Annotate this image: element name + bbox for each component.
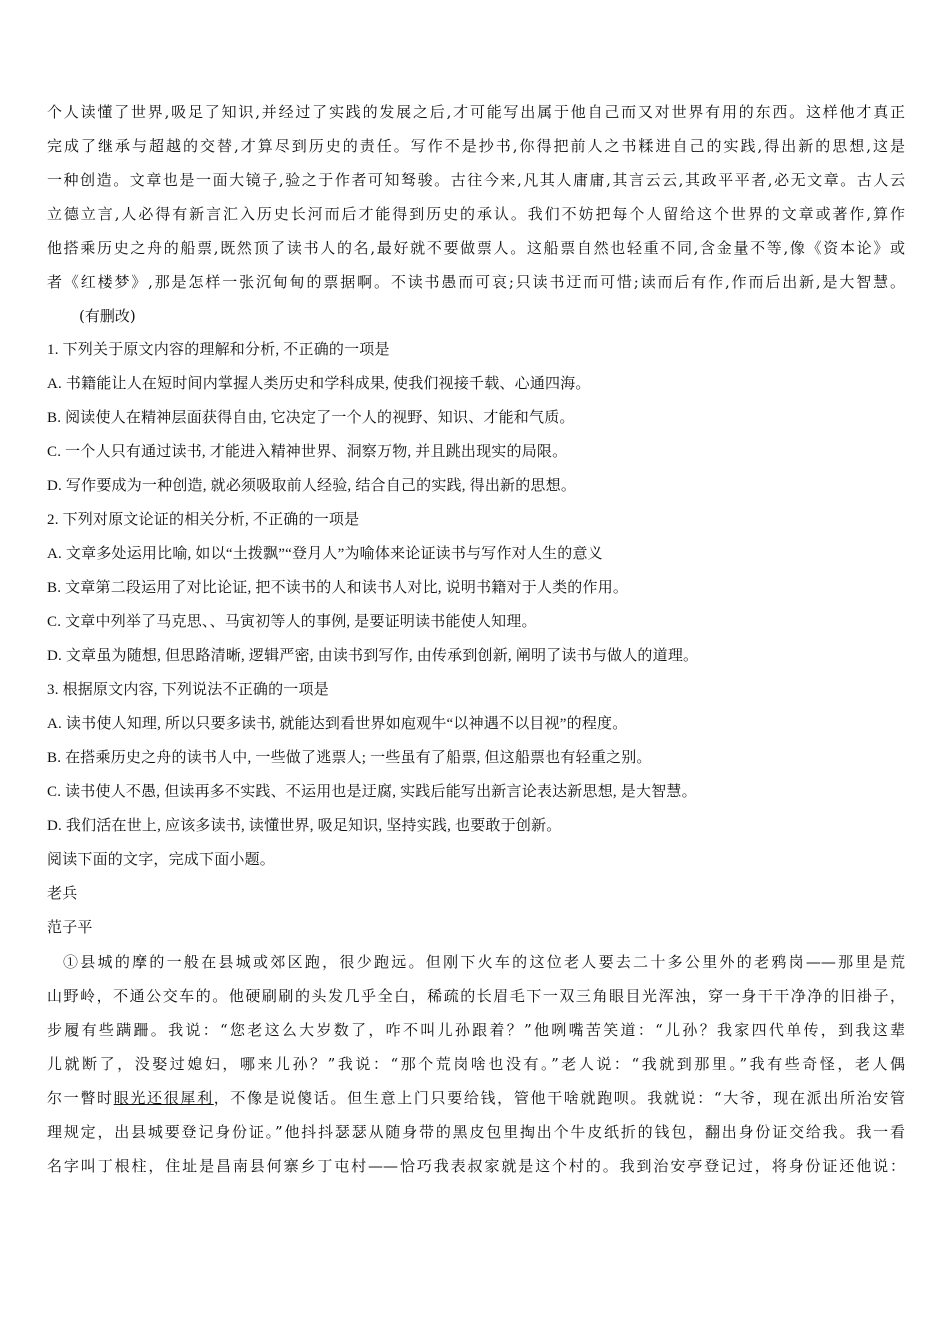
- option-c: C. 文章中列举了马克思、、马寅初等人的事例, 是要证明读书能使人知理。: [47, 614, 537, 630]
- question-stem: 3. 根据原文内容, 下列说法不正确的一项是: [47, 682, 329, 698]
- document-page: [47, 95, 905, 1183]
- story-title: 老兵: [47, 886, 78, 902]
- story-author: 范子平: [47, 920, 93, 936]
- underlined-phrase: 眼光还很犀利: [113, 1089, 214, 1107]
- question-3: [47, 673, 905, 843]
- reading-instruction: 阅读下面的文字，完成下面小题。: [47, 852, 276, 868]
- option-d: D. 我们活在世上, 应该多读书, 读懂世界, 吸足知识, 坚持实践, 也要敢于创新。: [47, 818, 562, 834]
- story-line: [47, 1081, 905, 1115]
- passage-line: 者《红楼梦》,那是怎样一张沉甸甸的票据啊。不读书愚而可哀;只读书迂而可惜;读而后有作,作而后出新,是大智慧。: [47, 273, 905, 291]
- option-a: A. 文章多处运用比喻, 如以“土拨飘”“登月人”为喻体来论证读书与写作对人生的意义: [47, 546, 603, 562]
- option-b: B. 在搭乘历史之舟的读书人中, 一些做了逃票人; 一些虽有了船票, 但这船票也有轻重之别。: [47, 750, 652, 766]
- option-d: D. 写作要成为一种创造, 就必须吸取前人经验, 结合自己的实践, 得出新的思想。: [47, 478, 577, 494]
- option-d: D. 文章虽为随想, 但思路清晰, 逻辑严密, 由读书到写作, 由传承到创新, 阐明了读书与做人的道理。: [47, 648, 699, 664]
- question-stem: 1. 下列关于原文内容的理解和分析, 不正确的一项是: [47, 342, 390, 358]
- option-b: B. 阅读使人在精神层面获得自由, 它决定了一个人的视野、知识、才能和气质。: [47, 410, 575, 426]
- question-2: [47, 503, 905, 673]
- passage-line: 个人读懂了世界,吸足了知识,并经过了实践的发展之后,才可能写出属于他自己而又对世界有用的东西。这样他才真正: [47, 103, 905, 121]
- story-line: 儿就断了，没娶过媳妇，哪来儿孙？”我说：“那个荒岗啥也没有。”老人说：“我就到那里。”我有些奇怪，老人偶: [47, 1055, 905, 1073]
- option-b: B. 文章第二段运用了对比论证, 把不读书的人和读书人对比, 说明书籍对于人类的作用。: [47, 580, 629, 596]
- option-c: C. 一个人只有通过读书, 才能进入精神世界、洞察万物, 并且跳出现实的局限。: [47, 444, 568, 460]
- option-a: A. 书籍能让人在短时间内掌握人类历史和学科成果, 使我们视接千载、心通四海。: [47, 376, 591, 392]
- passage-line: 完成了继承与超越的交替,才算尽到历史的责任。写作不是抄书,你得把前人之书糅进自己的实践,得出新的思想,这是: [47, 137, 905, 155]
- story-text: 尔一瞥时: [47, 1089, 114, 1107]
- passage-line: 他搭乘历史之舟的船票,既然顶了读书人的名,最好就不要做票人。这船票自然也轻重不同,含金量不等,像《资本论》或: [47, 239, 905, 257]
- reading-section: [47, 843, 905, 1183]
- story-line: 步履有些蹒跚。我说：“您老这么大岁数了，咋不叫儿孙跟着？”他咧嘴苦笑道：“儿孙？我家四代单传，到我这辈: [47, 1021, 905, 1039]
- story-line: 名字叫丁根柱，住址是昌南县何寨乡丁屯村——恰巧我表叔家就是这个村的。我到治安亭登记过，将身份证还他说：: [47, 1157, 905, 1175]
- passage: [47, 95, 905, 333]
- question-stem: 2. 下列对原文论证的相关分析, 不正确的一项是: [47, 512, 360, 528]
- passage-note: (有删改): [79, 307, 136, 325]
- option-c: C. 读书使人不愚, 但读再多不实践、不运用也是迂腐, 实践后能写出新言论表达新思想, 是大智慧。: [47, 784, 697, 800]
- story-line: ①县城的摩的一般在县城或郊区跑，很少跑远。但刚下火车的这位老人要去二十多公里外的老鸦岗——那里是荒: [63, 953, 905, 971]
- story-line: 山野岭，不通公交车的。他硬刷刷的头发几乎全白，稀疏的长眉毛下一双三角眼目光浑浊，穿一身干干净净的旧褂子，: [47, 987, 905, 1005]
- passage-line: 立德立言,人必得有新言汇入历史长河而后才能得到历史的承认。我们不妨把每个人留给这个世界的文章或著作,算作: [47, 205, 905, 223]
- option-a: A. 读书使人知理, 所以只要多读书, 就能达到看世界如庖观牛“以神遇不以目视”的程度。: [47, 716, 628, 732]
- story-line: 理规定，出县城要登记身份证。”他抖抖瑟瑟从随身带的黑皮包里掏出个牛皮纸折的钱包，翻出身份证交给我。我一看: [47, 1123, 905, 1141]
- passage-line: 一种创造。文章也是一面大镜子,验之于作者可知驽骏。古往今来,凡其人庸庸,其言云云,其政平平者,必无文章。古人云: [47, 171, 905, 189]
- story-text: ，不像是说傻话。但生意上门只要给钱，管他干啥就跑呗。我就说：“大爷，现在派出所治安管: [213, 1089, 905, 1107]
- question-1: [47, 333, 905, 503]
